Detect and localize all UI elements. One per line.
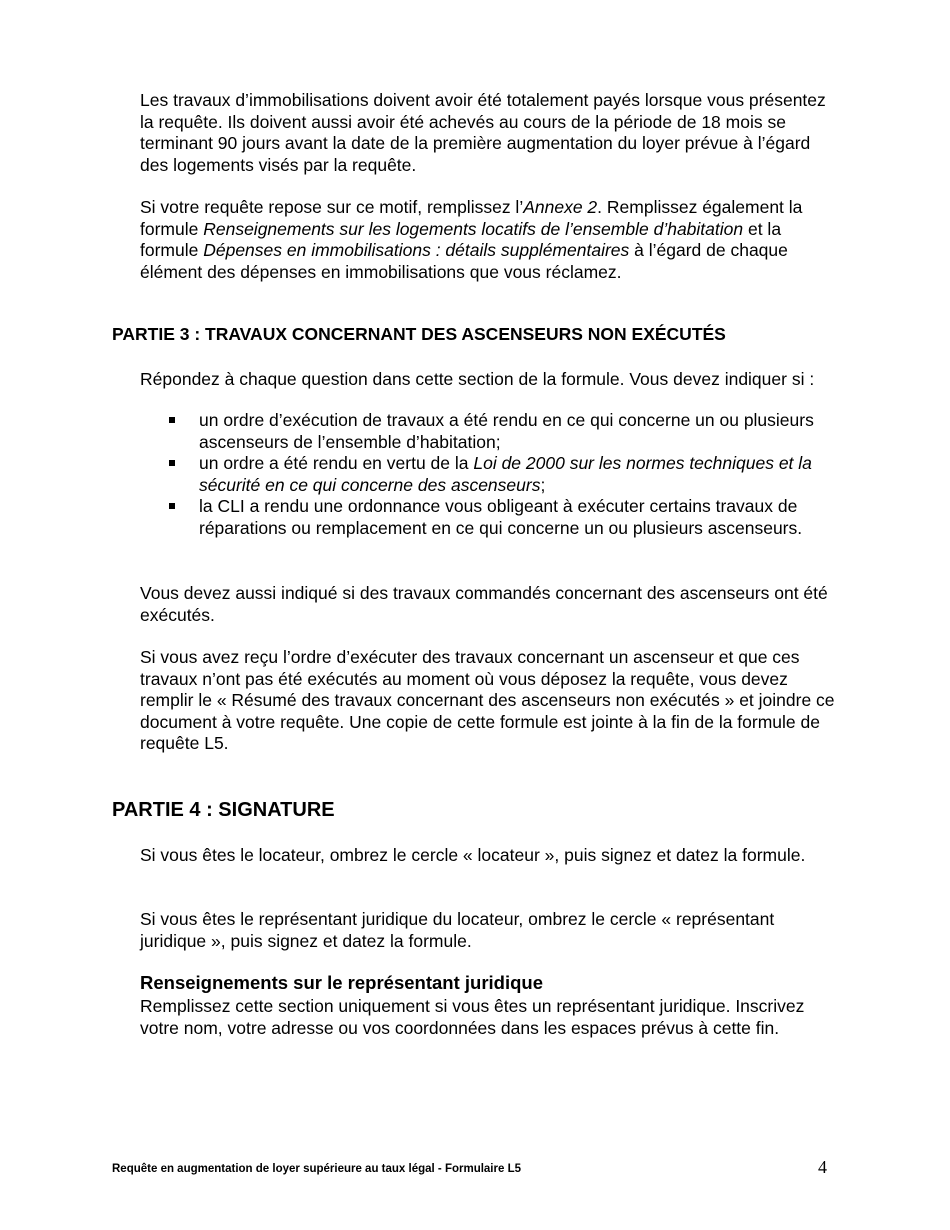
partie-3-heading: PARTIE 3 : TRAVAUX CONCERNANT DES ASCENSEURS NON EXÉCUTÉS xyxy=(112,324,726,344)
partie-4-heading: PARTIE 4 : SIGNATURE xyxy=(112,799,335,821)
partie-4-paragraph-3: Remplissez cette section uniquement si vous êtes un représentant juridique. Inscrivez votre nom, votre adresse ou vos coordonnées dans les espaces prévus à cette fin. xyxy=(140,996,805,1038)
partie-3-paragraph-2: Vous devez aussi indiqué si des travaux commandés concernant des ascenseurs ont été exécutés. xyxy=(140,583,828,625)
bullet-square-icon xyxy=(169,417,175,423)
intro-paragraph-2 xyxy=(140,197,840,283)
bullet-square-icon xyxy=(169,460,175,466)
partie-3-lead: Répondez à chaque question dans cette section de la formule. Vous devez indiquer si : xyxy=(140,369,815,389)
intro-p2-text-e: et la formule xyxy=(140,218,782,260)
annexe-2-reference: Annexe 2 xyxy=(523,197,598,217)
partie-4-paragraph-1: Si vous êtes le locateur, ombrez le cercle « locateur », puis signez et datez la formule. xyxy=(140,845,806,865)
form-title-renseignements: Renseignements sur les logements locatifs de l’ensemble d’habitation xyxy=(203,218,744,239)
representant-juridique-subheading: Renseignements sur le représentant juridique xyxy=(140,972,543,993)
list-item xyxy=(140,496,840,539)
partie-4-paragraph-2: Si vous êtes le représentant juridique du locateur, ombrez le cercle « représentant juridique », puis signez et datez la formule. xyxy=(140,909,775,951)
intro-p2-text-a: Si votre requête repose sur ce motif, remplissez l’ xyxy=(140,197,524,217)
bullet-2-text-a: un ordre a été rendu en vertu de la xyxy=(199,453,474,473)
partie-3-paragraph-3: Si vous avez reçu l’ordre d’exécuter des travaux concernant un ascenseur et que ces travaux n’ont pas été exécutés au moment où vous déposez la requête, vous devez remplir le « Résumé des travaux concernant des ascenseurs non exécutés » et joindre ce document à votre requête. Une copie de cette formule est jointe à la fin de la formule de requête L5. xyxy=(140,647,835,753)
bullet-3-text: la CLI a rendu une ordonnance vous obligeant à exécuter certains travaux de réparations ou remplacement en ce qui concerne un ou plusieurs ascenseurs. xyxy=(199,496,803,538)
intro-p2-text-c: . Remplissez également la formule xyxy=(140,197,803,239)
form-title-depenses: Dépenses en immobilisations : détails supplémentaires xyxy=(203,240,630,260)
page-number: 4 xyxy=(818,1157,827,1177)
intro-p2-text-g: à l’égard de chaque élément des dépenses en immobilisations que vous réclamez. xyxy=(140,240,788,282)
footer-form-title: Requête en augmentation de loyer supérieure au taux légal - Formulaire L5 xyxy=(112,1163,521,1175)
intro-paragraph-1: Les travaux d’immobilisations doivent avoir été totalement payés lorsque vous présentez la requête. Ils doivent aussi avoir été achevés au cours de la période de 18 mois se terminant 90 jours avant la date de la première augmentation du loyer prévue à l’égard des logements visés par la requête. xyxy=(140,90,826,175)
list-item xyxy=(140,453,840,496)
bullet-square-icon xyxy=(169,503,175,509)
bullet-1-text: un ordre d’exécution de travaux a été rendu en ce qui concerne un ou plusieurs ascenseurs de l’ensemble d’habitation; xyxy=(199,410,814,452)
partie-3-bullet-list xyxy=(140,410,840,539)
loi-2000-reference: Loi de 2000 sur les normes techniques et la sécurité en ce qui concerne des ascenseurs xyxy=(199,453,812,495)
list-item xyxy=(140,410,840,453)
bullet-2-text-c: ; xyxy=(540,474,546,495)
